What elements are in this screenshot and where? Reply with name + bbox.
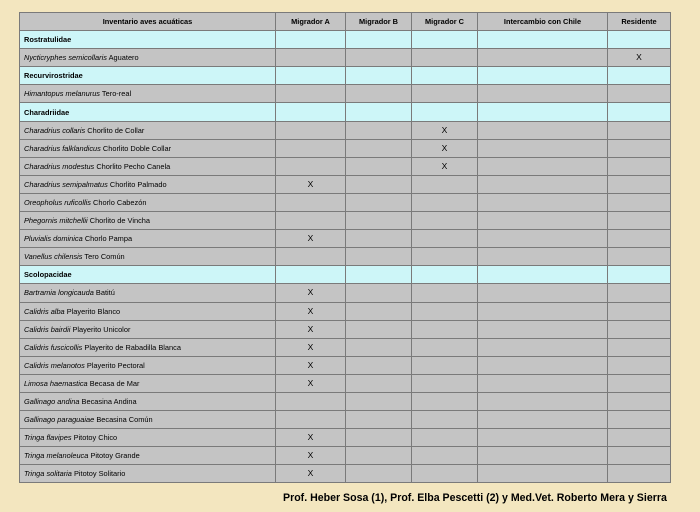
category-mark	[478, 139, 608, 157]
common-name: Playerito Blanco	[66, 306, 121, 316]
category-mark	[478, 374, 608, 392]
species-row	[20, 465, 671, 483]
family-row-cell	[412, 103, 478, 121]
species-name	[20, 248, 276, 266]
category-mark	[346, 320, 412, 338]
species-name	[20, 465, 276, 483]
category-mark: X	[276, 356, 346, 374]
category-mark	[346, 429, 412, 447]
family-row-cell	[346, 67, 412, 85]
common-name: Chorlito de Vincha	[89, 216, 150, 226]
category-mark	[412, 374, 478, 392]
species-row	[20, 338, 671, 356]
category-mark	[276, 121, 346, 139]
species-row	[20, 429, 671, 447]
header-inventory: Inventario aves acuáticas	[20, 13, 276, 31]
scientific-name: Calidris bairdii	[24, 324, 71, 334]
category-mark	[608, 85, 671, 103]
species-row	[20, 139, 671, 157]
category-mark	[276, 193, 346, 211]
category-mark: X	[276, 302, 346, 320]
category-mark	[276, 212, 346, 230]
category-mark	[608, 465, 671, 483]
scientific-name: Nycticryphes semicollaris	[24, 53, 107, 63]
header-migrador-b: Migrador B	[346, 13, 412, 31]
category-mark	[412, 248, 478, 266]
category-mark: X	[276, 284, 346, 302]
scientific-name: Tringa melanoleuca	[24, 451, 89, 461]
category-mark	[608, 212, 671, 230]
category-mark	[346, 374, 412, 392]
category-mark	[346, 49, 412, 67]
category-mark	[346, 121, 412, 139]
species-row	[20, 85, 671, 103]
category-mark: X	[276, 374, 346, 392]
family-row	[20, 31, 671, 49]
category-mark: X	[412, 139, 478, 157]
species-name	[20, 302, 276, 320]
family-row-cell	[478, 67, 608, 85]
family-row-cell	[276, 31, 346, 49]
header-intercambio-chile: Intercambio con Chile	[478, 13, 608, 31]
category-mark: X	[276, 465, 346, 483]
scientific-name: Charadrius falklandicus	[24, 143, 101, 153]
scientific-name: Charadrius modestus	[24, 161, 95, 171]
scientific-name: Gallinago paraguaiae	[24, 415, 95, 425]
family-row	[20, 266, 671, 284]
common-name: Pitotoy Solitario	[73, 469, 126, 479]
category-mark	[412, 49, 478, 67]
species-row	[20, 230, 671, 248]
category-mark	[478, 356, 608, 374]
category-mark: X	[276, 447, 346, 465]
page-background	[0, 0, 700, 12]
species-name	[20, 193, 276, 211]
category-mark	[346, 284, 412, 302]
scientific-name: Phegornis mitchellii	[24, 216, 88, 226]
family-row-cell	[608, 103, 671, 121]
category-mark	[478, 429, 608, 447]
species-row	[20, 320, 671, 338]
category-mark	[346, 302, 412, 320]
category-mark	[346, 356, 412, 374]
category-mark	[346, 139, 412, 157]
category-mark	[412, 447, 478, 465]
category-mark	[478, 338, 608, 356]
species-name	[20, 356, 276, 374]
species-name	[20, 139, 276, 157]
scientific-name: Calidris fuscicollis	[24, 342, 83, 352]
scientific-name: Charadrius semipalmatus	[24, 179, 108, 189]
family-row-cell	[346, 103, 412, 121]
category-mark	[276, 85, 346, 103]
species-name	[20, 85, 276, 103]
species-name	[20, 447, 276, 465]
category-mark	[346, 447, 412, 465]
category-mark	[412, 85, 478, 103]
category-mark	[608, 429, 671, 447]
bird-inventory-table	[19, 12, 671, 483]
species-row	[20, 212, 671, 230]
scientific-name: Calidris melanotos	[24, 360, 85, 370]
category-mark	[412, 230, 478, 248]
category-mark	[478, 392, 608, 410]
family-row-cell	[478, 103, 608, 121]
category-mark: X	[412, 157, 478, 175]
category-mark	[478, 212, 608, 230]
common-name: Aguatero	[108, 53, 139, 63]
family-row	[20, 103, 671, 121]
category-mark	[478, 230, 608, 248]
species-name	[20, 411, 276, 429]
species-name	[20, 320, 276, 338]
scientific-name: Himantopus melanurus	[24, 89, 100, 99]
category-mark	[276, 157, 346, 175]
family-row-cell	[276, 67, 346, 85]
category-mark: X	[276, 230, 346, 248]
category-mark	[608, 284, 671, 302]
category-mark	[346, 338, 412, 356]
common-name: Tero-real	[101, 89, 132, 99]
category-mark: X	[276, 320, 346, 338]
category-mark	[276, 248, 346, 266]
species-name	[20, 157, 276, 175]
scientific-name: Bartramia longicauda	[24, 288, 94, 298]
common-name: Chorlo Pampa	[84, 234, 133, 244]
category-mark	[608, 411, 671, 429]
family-row	[20, 67, 671, 85]
table-header-row	[20, 13, 671, 31]
category-mark: X	[276, 338, 346, 356]
category-mark	[346, 85, 412, 103]
scientific-name: Pluvialis dominica	[24, 234, 83, 244]
common-name: Chorlito de Collar	[87, 125, 145, 135]
category-mark	[478, 85, 608, 103]
species-name	[20, 121, 276, 139]
category-mark	[608, 248, 671, 266]
category-mark	[346, 465, 412, 483]
common-name: Playerito Unicolor	[72, 324, 131, 334]
family-row-cell	[412, 67, 478, 85]
species-row	[20, 302, 671, 320]
category-mark	[478, 320, 608, 338]
common-name: Becasina Común	[96, 415, 153, 425]
header-migrador-a: Migrador A	[276, 13, 346, 31]
scientific-name: Oreopholus ruficollis	[24, 197, 91, 207]
category-mark	[346, 230, 412, 248]
species-name	[20, 284, 276, 302]
family-row-cell	[608, 31, 671, 49]
family-row-cell	[276, 266, 346, 284]
common-name: Batitú	[95, 288, 115, 298]
category-mark	[608, 392, 671, 410]
family-row-cell	[608, 67, 671, 85]
category-mark	[608, 175, 671, 193]
species-name	[20, 338, 276, 356]
category-mark	[412, 284, 478, 302]
common-name: Tero Común	[84, 252, 125, 262]
category-mark	[608, 302, 671, 320]
category-mark	[346, 212, 412, 230]
category-mark	[478, 121, 608, 139]
family-name: Charadriidae	[20, 103, 276, 121]
category-mark	[478, 193, 608, 211]
category-mark	[412, 212, 478, 230]
category-mark	[608, 356, 671, 374]
category-mark	[608, 193, 671, 211]
category-mark	[608, 139, 671, 157]
category-mark	[478, 465, 608, 483]
common-name: Pitotoy Chico	[73, 433, 118, 443]
category-mark	[346, 193, 412, 211]
category-mark	[608, 230, 671, 248]
category-mark	[478, 411, 608, 429]
species-name	[20, 429, 276, 447]
species-row	[20, 49, 671, 67]
family-row-cell	[346, 31, 412, 49]
category-mark	[276, 139, 346, 157]
category-mark	[412, 302, 478, 320]
family-row-cell	[412, 31, 478, 49]
category-mark	[478, 49, 608, 67]
category-mark	[346, 157, 412, 175]
category-mark	[478, 302, 608, 320]
category-mark	[478, 248, 608, 266]
category-mark	[346, 411, 412, 429]
common-name: Becasina Andina	[81, 397, 137, 407]
family-row-cell	[478, 266, 608, 284]
category-mark	[608, 374, 671, 392]
common-name: Chorlito Doble Collar	[102, 143, 172, 153]
species-row	[20, 248, 671, 266]
category-mark	[412, 320, 478, 338]
species-row	[20, 175, 671, 193]
species-row	[20, 411, 671, 429]
common-name: Pitotoy Grande	[90, 451, 140, 461]
category-mark	[412, 429, 478, 447]
category-mark	[276, 411, 346, 429]
family-name: Recurvirostridae	[20, 67, 276, 85]
category-mark	[412, 465, 478, 483]
header-migrador-c: Migrador C	[412, 13, 478, 31]
common-name: Becasa de Mar	[89, 378, 140, 388]
category-mark	[478, 284, 608, 302]
family-name: Scolopacidae	[20, 266, 276, 284]
category-mark	[412, 392, 478, 410]
category-mark	[412, 175, 478, 193]
species-name	[20, 392, 276, 410]
category-mark	[346, 248, 412, 266]
species-row	[20, 374, 671, 392]
header-residente: Residente	[608, 13, 671, 31]
species-name	[20, 49, 276, 67]
category-mark	[412, 356, 478, 374]
category-mark	[346, 392, 412, 410]
family-row-cell	[608, 266, 671, 284]
family-row-cell	[346, 266, 412, 284]
category-mark	[276, 49, 346, 67]
category-mark: X	[276, 175, 346, 193]
species-row	[20, 356, 671, 374]
category-mark: X	[276, 429, 346, 447]
category-mark	[478, 157, 608, 175]
category-mark: X	[608, 49, 671, 67]
scientific-name: Vanellus chilensis	[24, 252, 83, 262]
scientific-name: Tringa flavipes	[24, 433, 72, 443]
category-mark	[608, 320, 671, 338]
scientific-name: Tringa solitaria	[24, 469, 72, 479]
common-name: Playerito de Rabadilla Blanca	[84, 342, 181, 352]
species-row	[20, 392, 671, 410]
category-mark	[608, 447, 671, 465]
family-row-cell	[412, 266, 478, 284]
credits-footer: Prof. Heber Sosa (1), Prof. Elba Pescetti (2) y Med.Vet. Roberto Mera y Sierra	[283, 492, 667, 504]
species-row	[20, 157, 671, 175]
scientific-name: Calidris alba	[24, 306, 65, 316]
common-name: Chorlito Palmado	[109, 179, 167, 189]
category-mark	[276, 392, 346, 410]
category-mark	[412, 193, 478, 211]
scientific-name: Gallinago andina	[24, 397, 80, 407]
category-mark	[478, 175, 608, 193]
table-body	[20, 31, 671, 483]
family-row-cell	[478, 31, 608, 49]
species-row	[20, 193, 671, 211]
species-row	[20, 447, 671, 465]
category-mark	[608, 157, 671, 175]
category-mark: X	[412, 121, 478, 139]
species-row	[20, 284, 671, 302]
category-mark	[412, 338, 478, 356]
common-name: Chorlo Cabezón	[93, 197, 147, 207]
common-name: Playerito Pectoral	[86, 360, 145, 370]
species-name	[20, 230, 276, 248]
species-name	[20, 212, 276, 230]
species-row	[20, 121, 671, 139]
species-name	[20, 374, 276, 392]
family-name: Rostratulidae	[20, 31, 276, 49]
category-mark	[478, 447, 608, 465]
category-mark	[346, 175, 412, 193]
family-row-cell	[276, 103, 346, 121]
category-mark	[608, 338, 671, 356]
species-name	[20, 175, 276, 193]
common-name: Chorlito Pecho Canela	[96, 161, 171, 171]
scientific-name: Charadrius collaris	[24, 125, 86, 135]
category-mark	[412, 411, 478, 429]
category-mark	[608, 121, 671, 139]
scientific-name: Limosa haemastica	[24, 378, 88, 388]
